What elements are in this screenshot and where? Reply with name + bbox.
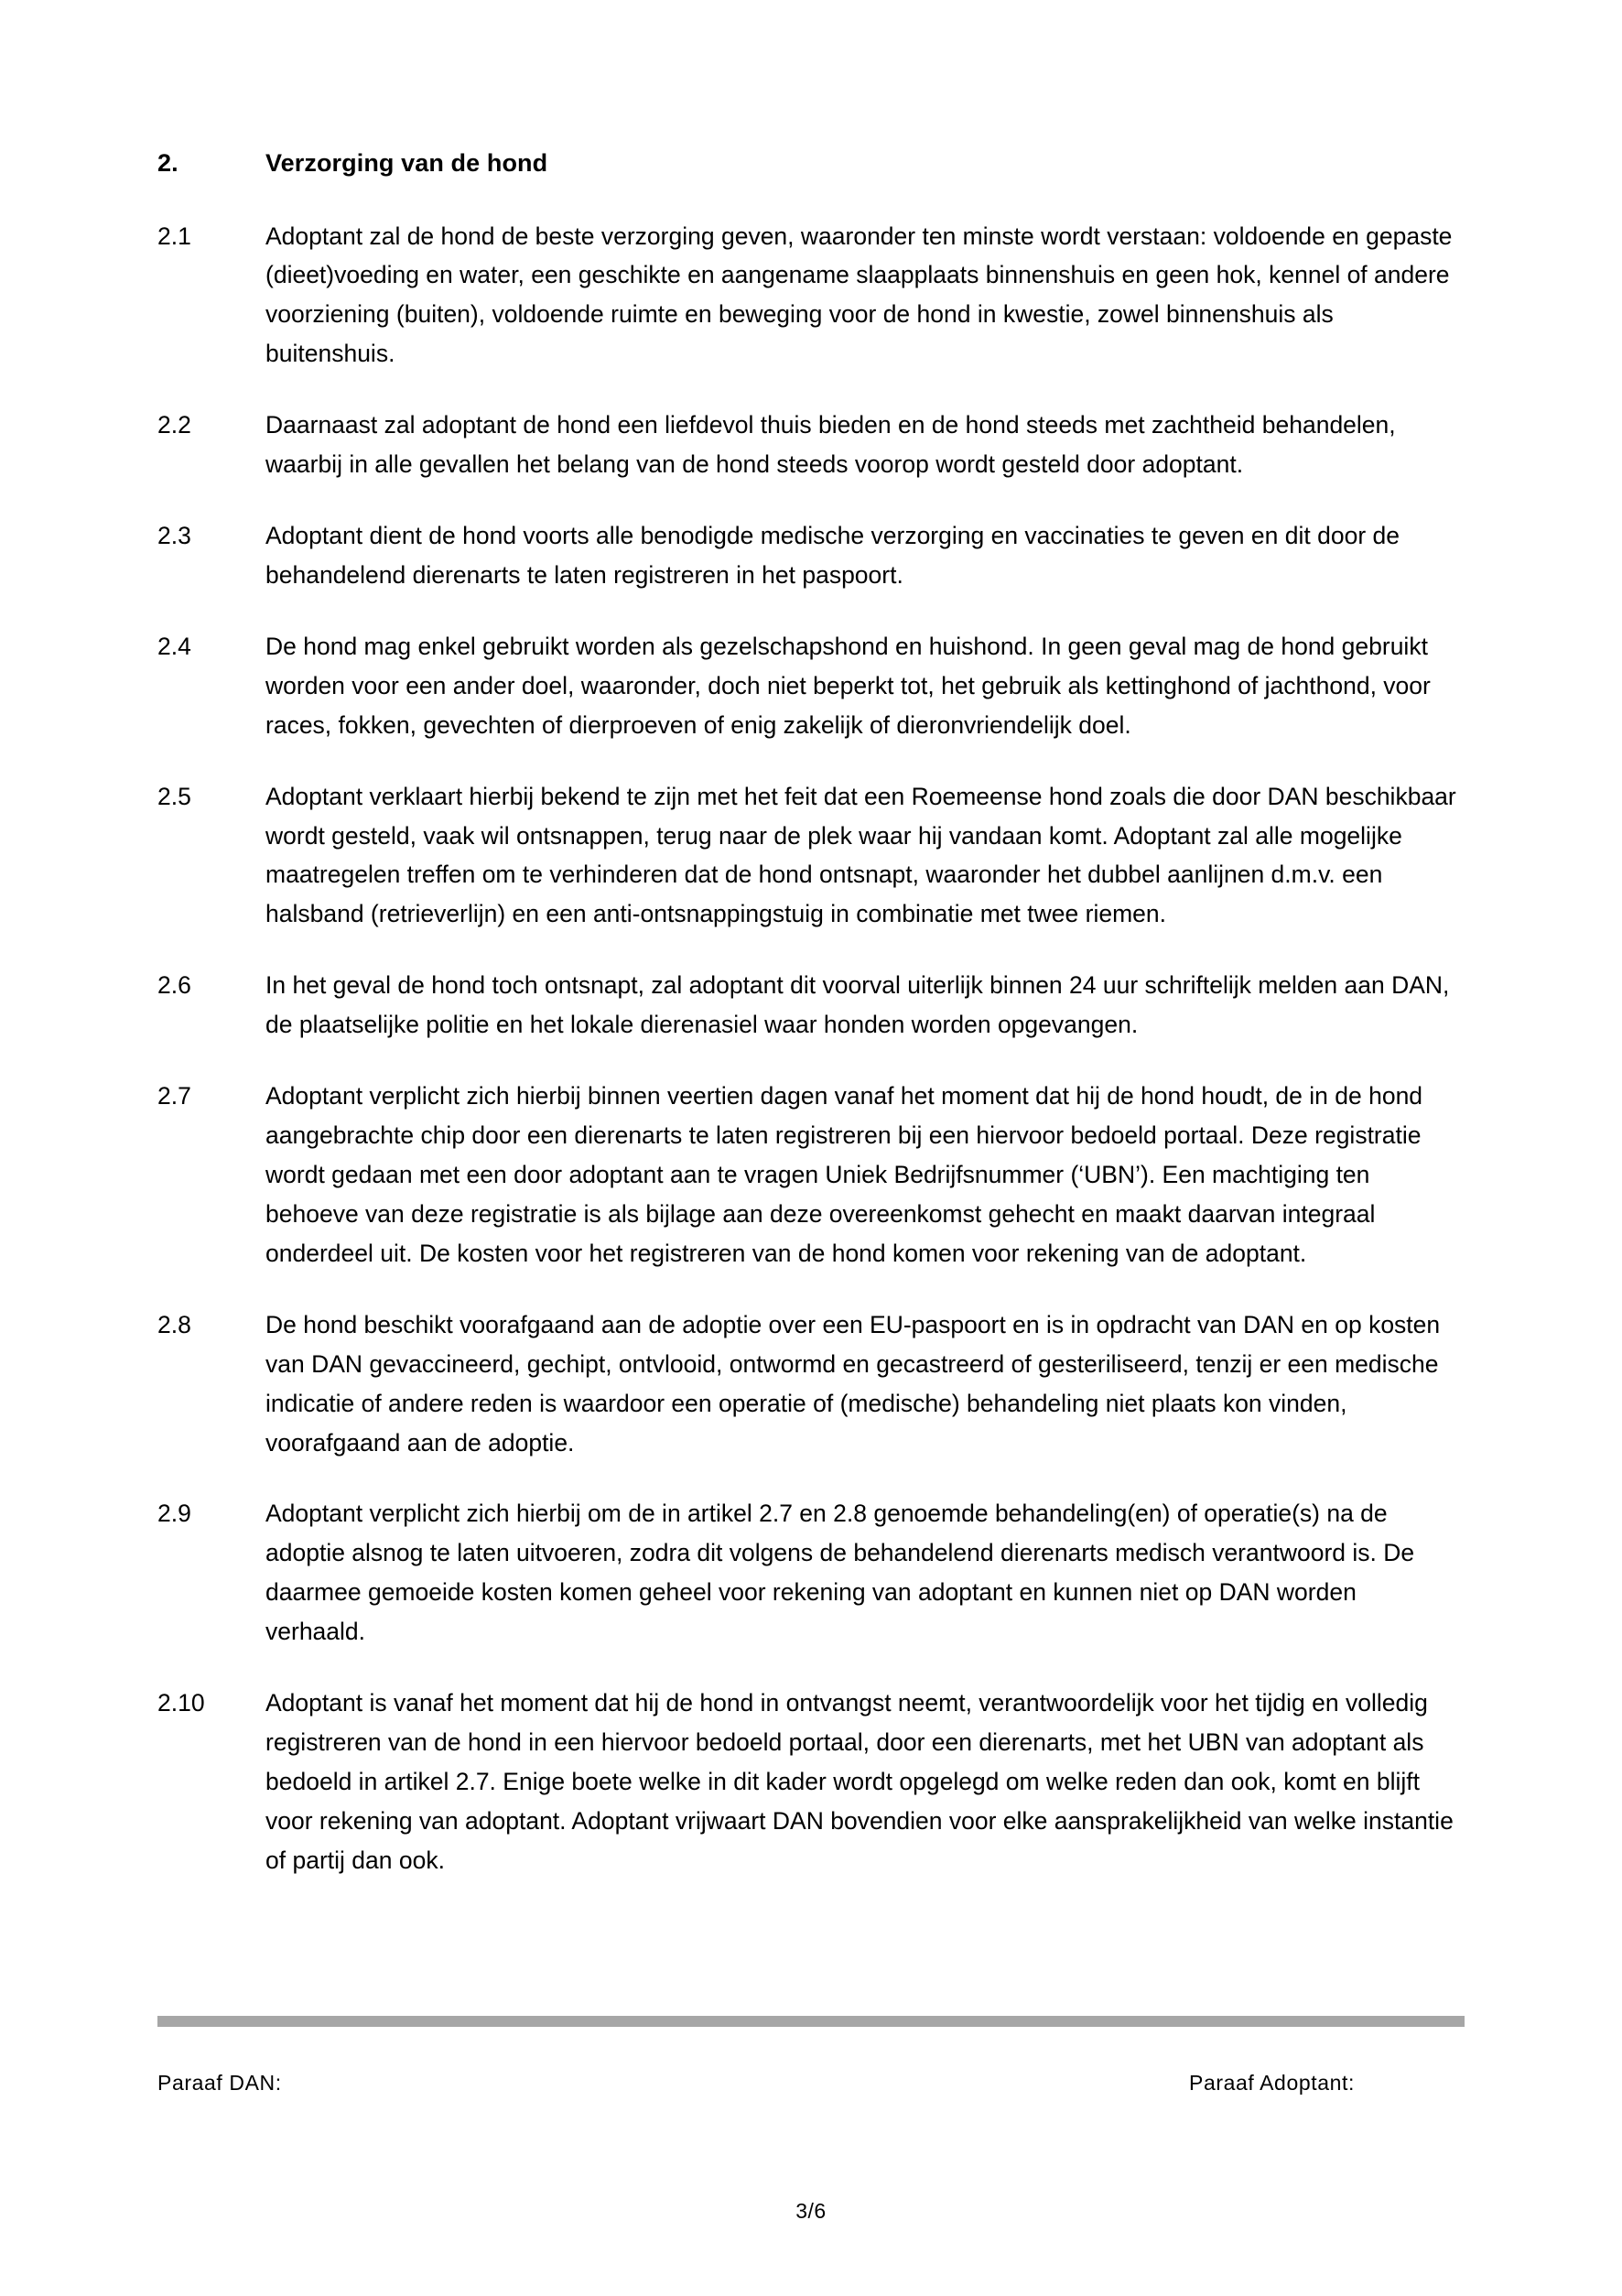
section-heading <box>157 145 1457 182</box>
page-content <box>157 145 1457 1880</box>
signature-row <box>157 2071 1465 2096</box>
footer-divider <box>157 2016 1465 2027</box>
clause-text: De hond beschikt voorafgaand aan de adoptie over een EU-paspoort en is in opdracht van DAN en op kosten van DAN gevaccineerd, gechipt, ontvlooid, ontwormd en gecastreerd of gesteriliseerd, tenzij er een medische indicatie of andere reden is waardoor een operatie of (medische) behandeling niet plaats kon vinden, voorafgaand aan de adoptie. <box>265 1310 1441 1457</box>
clause-text: Adoptant verplicht zich hierbij binnen veertien dagen vanaf het moment dat hij de hond houdt, de in de hond aangebrachte chip door een dierenarts te laten registreren bij een hiervoor bedoeld portaal. Deze registratie wordt gedaan met een door adoptant aan te vragen Uniek Bedrijfsnummer (‘UBN’). Een machtiging ten behoeve van deze registratie is als bijlage aan deze overeenkomst gehecht en maakt daarvan integraal onderdeel uit. De kosten voor het registreren van de hond komen voor rekening van de adoptant. <box>265 1082 1423 1267</box>
clause-number: 2.10 <box>157 1689 205 1717</box>
clause-text: Adoptant verplicht zich hierbij om de in artikel 2.7 en 2.8 genoemde behandeling(en) of operatie(s) na de adoptie alsnog te laten uitvoeren, zodra dit volgens de behandelend dierenarts medisch verantwoord is. De daarmee gemoeide kosten komen geheel voor rekening van adoptant en kunnen niet op DAN worden verhaald. <box>265 1500 1415 1646</box>
clause-text: Adoptant verklaart hierbij bekend te zijn met het feit dat een Roemeense hond zoals die door DAN beschikbaar wordt gesteld, vaak wil ontsnappen, terug naar de plek waar hij vandaan komt. Adoptant zal alle mogelijke maatregelen treffen om te verhinderen dat de hond ontsnapt, waaronder het dubbel aanlijnen d.m.v. een halsband (retrieverlijn) en een anti-ontsnappingstuig in combinatie met twee riemen. <box>265 782 1456 928</box>
clause-2-5 <box>157 777 1457 935</box>
page-footer <box>157 2016 1465 2296</box>
clause-number: 2.7 <box>157 1082 191 1110</box>
clause-2-6 <box>157 966 1457 1045</box>
clause-number: 2.1 <box>157 222 191 250</box>
clause-2-4 <box>157 627 1457 745</box>
paraaf-adoptant-label: Paraaf Adoptant: <box>1189 2071 1355 2095</box>
clause-2-8 <box>157 1305 1457 1463</box>
clause-text: Daarnaast zal adoptant de hond een liefdevol thuis bieden en de hond steeds met zachtheid behandelen, waarbij in alle gevallen het belang van de hond steeds voorop wordt gesteld door adoptant. <box>265 411 1396 479</box>
clause-number: 2.5 <box>157 782 191 810</box>
clause-2-3 <box>157 516 1457 595</box>
page-number: 3/6 <box>795 2199 827 2223</box>
clause-text: In het geval de hond toch ontsnapt, zal adoptant dit voorval uiterlijk binnen 24 uur schriftelijk melden aan DAN, de plaatselijke politie en het lokale dierenasiel waar honden worden opgevangen. <box>265 971 1450 1039</box>
clause-text: Adoptant is vanaf het moment dat hij de hond in ontvangst neemt, verantwoordelijk voor het tijdig en volledig registreren van de hond in een hiervoor bedoeld portaal, door een dierenarts, met het UBN van adoptant als bedoeld in artikel 2.7. Enige boete welke in dit kader wordt opgelegd om welke reden dan ook, komt en blijft voor rekening van adoptant. Adoptant vrijwaart DAN bovendien voor elke aansprakelijkheid van welke instantie of partij dan ook. <box>265 1689 1454 1874</box>
section-number: 2. <box>157 149 178 177</box>
clause-number: 2.3 <box>157 522 191 550</box>
clause-2-1 <box>157 217 1457 374</box>
clause-number: 2.4 <box>157 632 191 660</box>
clause-2-9 <box>157 1494 1457 1652</box>
clause-number: 2.6 <box>157 971 191 1000</box>
clause-2-10 <box>157 1684 1457 1880</box>
clause-number: 2.2 <box>157 411 191 439</box>
clause-text: Adoptant zal de hond de beste verzorging geven, waaronder ten minste wordt verstaan: voldoende en gepaste (dieet)voeding en water, een geschikte en aangename slaapplaats binnenshuis en geen hok, kennel of andere voorziening (buiten), voldoende ruimte en beweging voor de hond in kwestie, zowel binnenshuis als buitenshuis. <box>265 222 1453 368</box>
section-title: Verzorging van de hond <box>265 149 548 177</box>
clause-2-7 <box>157 1077 1457 1273</box>
paraaf-dan-label: Paraaf DAN: <box>157 2071 282 2095</box>
clause-text: Adoptant dient de hond voorts alle benodigde medische verzorging en vaccinaties te geven en dit door de behandelend dierenarts te laten registreren in het paspoort. <box>265 522 1400 589</box>
clause-number: 2.8 <box>157 1310 191 1338</box>
clause-number: 2.9 <box>157 1500 191 1528</box>
clause-text: De hond mag enkel gebruikt worden als gezelschapshond en huishond. In geen geval mag de hond gebruikt worden voor een ander doel, waaronder, doch niet beperkt tot, het gebruik als kettinghond of jachthond, voor races, fokken, gevechten of dierproeven of enig zakelijk of dieronvriendelijk doel. <box>265 632 1431 739</box>
clause-2-2 <box>157 406 1457 484</box>
